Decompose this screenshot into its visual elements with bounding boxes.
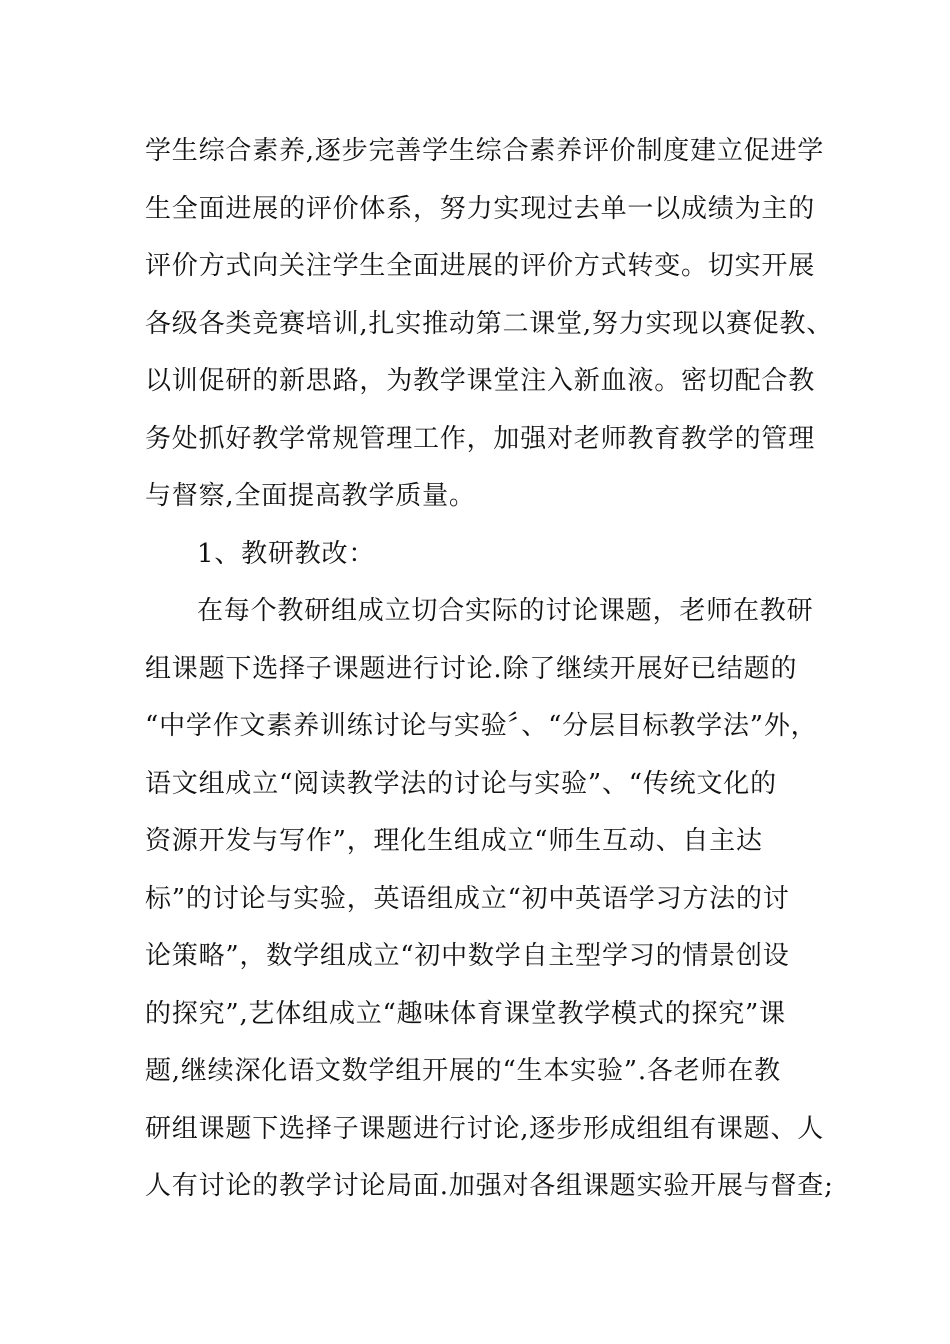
text-line: 在每个教研组成立切合实际的讨论课题，老师在教研: [197, 596, 814, 626]
text-line: 各级各类竞赛培训,扎实推动第二课堂,努力实现以赛促教、: [145, 308, 834, 339]
text-line: 务处抓好教学常规管理工作，加强对老师教育教学的管理: [145, 423, 816, 454]
text-line: 人有讨论的教学讨论局面.加强对各组课题实验开展与督查;: [145, 1171, 834, 1201]
text-line: 与督察,全面提高教学质量。: [145, 481, 476, 511]
text-line: 资源开发与写作”，理化生组成立“师生互动、自主达: [145, 826, 763, 856]
text-line: 论策略”，数学组成立“初中数学自主型学习的情景创设: [145, 941, 790, 971]
text-line: 的探究”,艺体组成立“趣味体育课堂教学模式的探究”课: [145, 998, 786, 1029]
text-line: 生全面进展的评价体系，努力实现过去单一以成绩为主的: [145, 193, 816, 224]
text-line: 语文组成立“阅读教学法的讨论与实验”、“传统文化的: [145, 768, 777, 799]
section-heading: 1、教研教改：: [197, 538, 376, 569]
text-line: 组课题下选择子课题进行讨论.除了继续开展好已结题的: [145, 653, 798, 684]
text-line: “中学作文素养训练讨论与实验〞、“分层目标教学法”外，: [145, 711, 818, 741]
text-line: 题,继续深化语文数学组开展的“生本实验”.各老师在教: [145, 1056, 781, 1086]
body-text: [145, 128, 834, 1221]
text-line: 学生综合素养,逐步完善学生综合素养评价制度建立促进学: [145, 136, 825, 166]
text-line: 评价方式向关注学生全面进展的评价方式转变。切实开展: [145, 251, 816, 281]
text-line: 以训促研的新思路，为教学课堂注入新血液。密切配合教: [145, 366, 816, 396]
text-line: 标”的讨论与实验，英语组成立“初中英语学习方法的讨: [145, 883, 790, 914]
text-line: 研组课题下选择子课题进行讨论,逐步形成组组有课题、人: [145, 1113, 825, 1144]
